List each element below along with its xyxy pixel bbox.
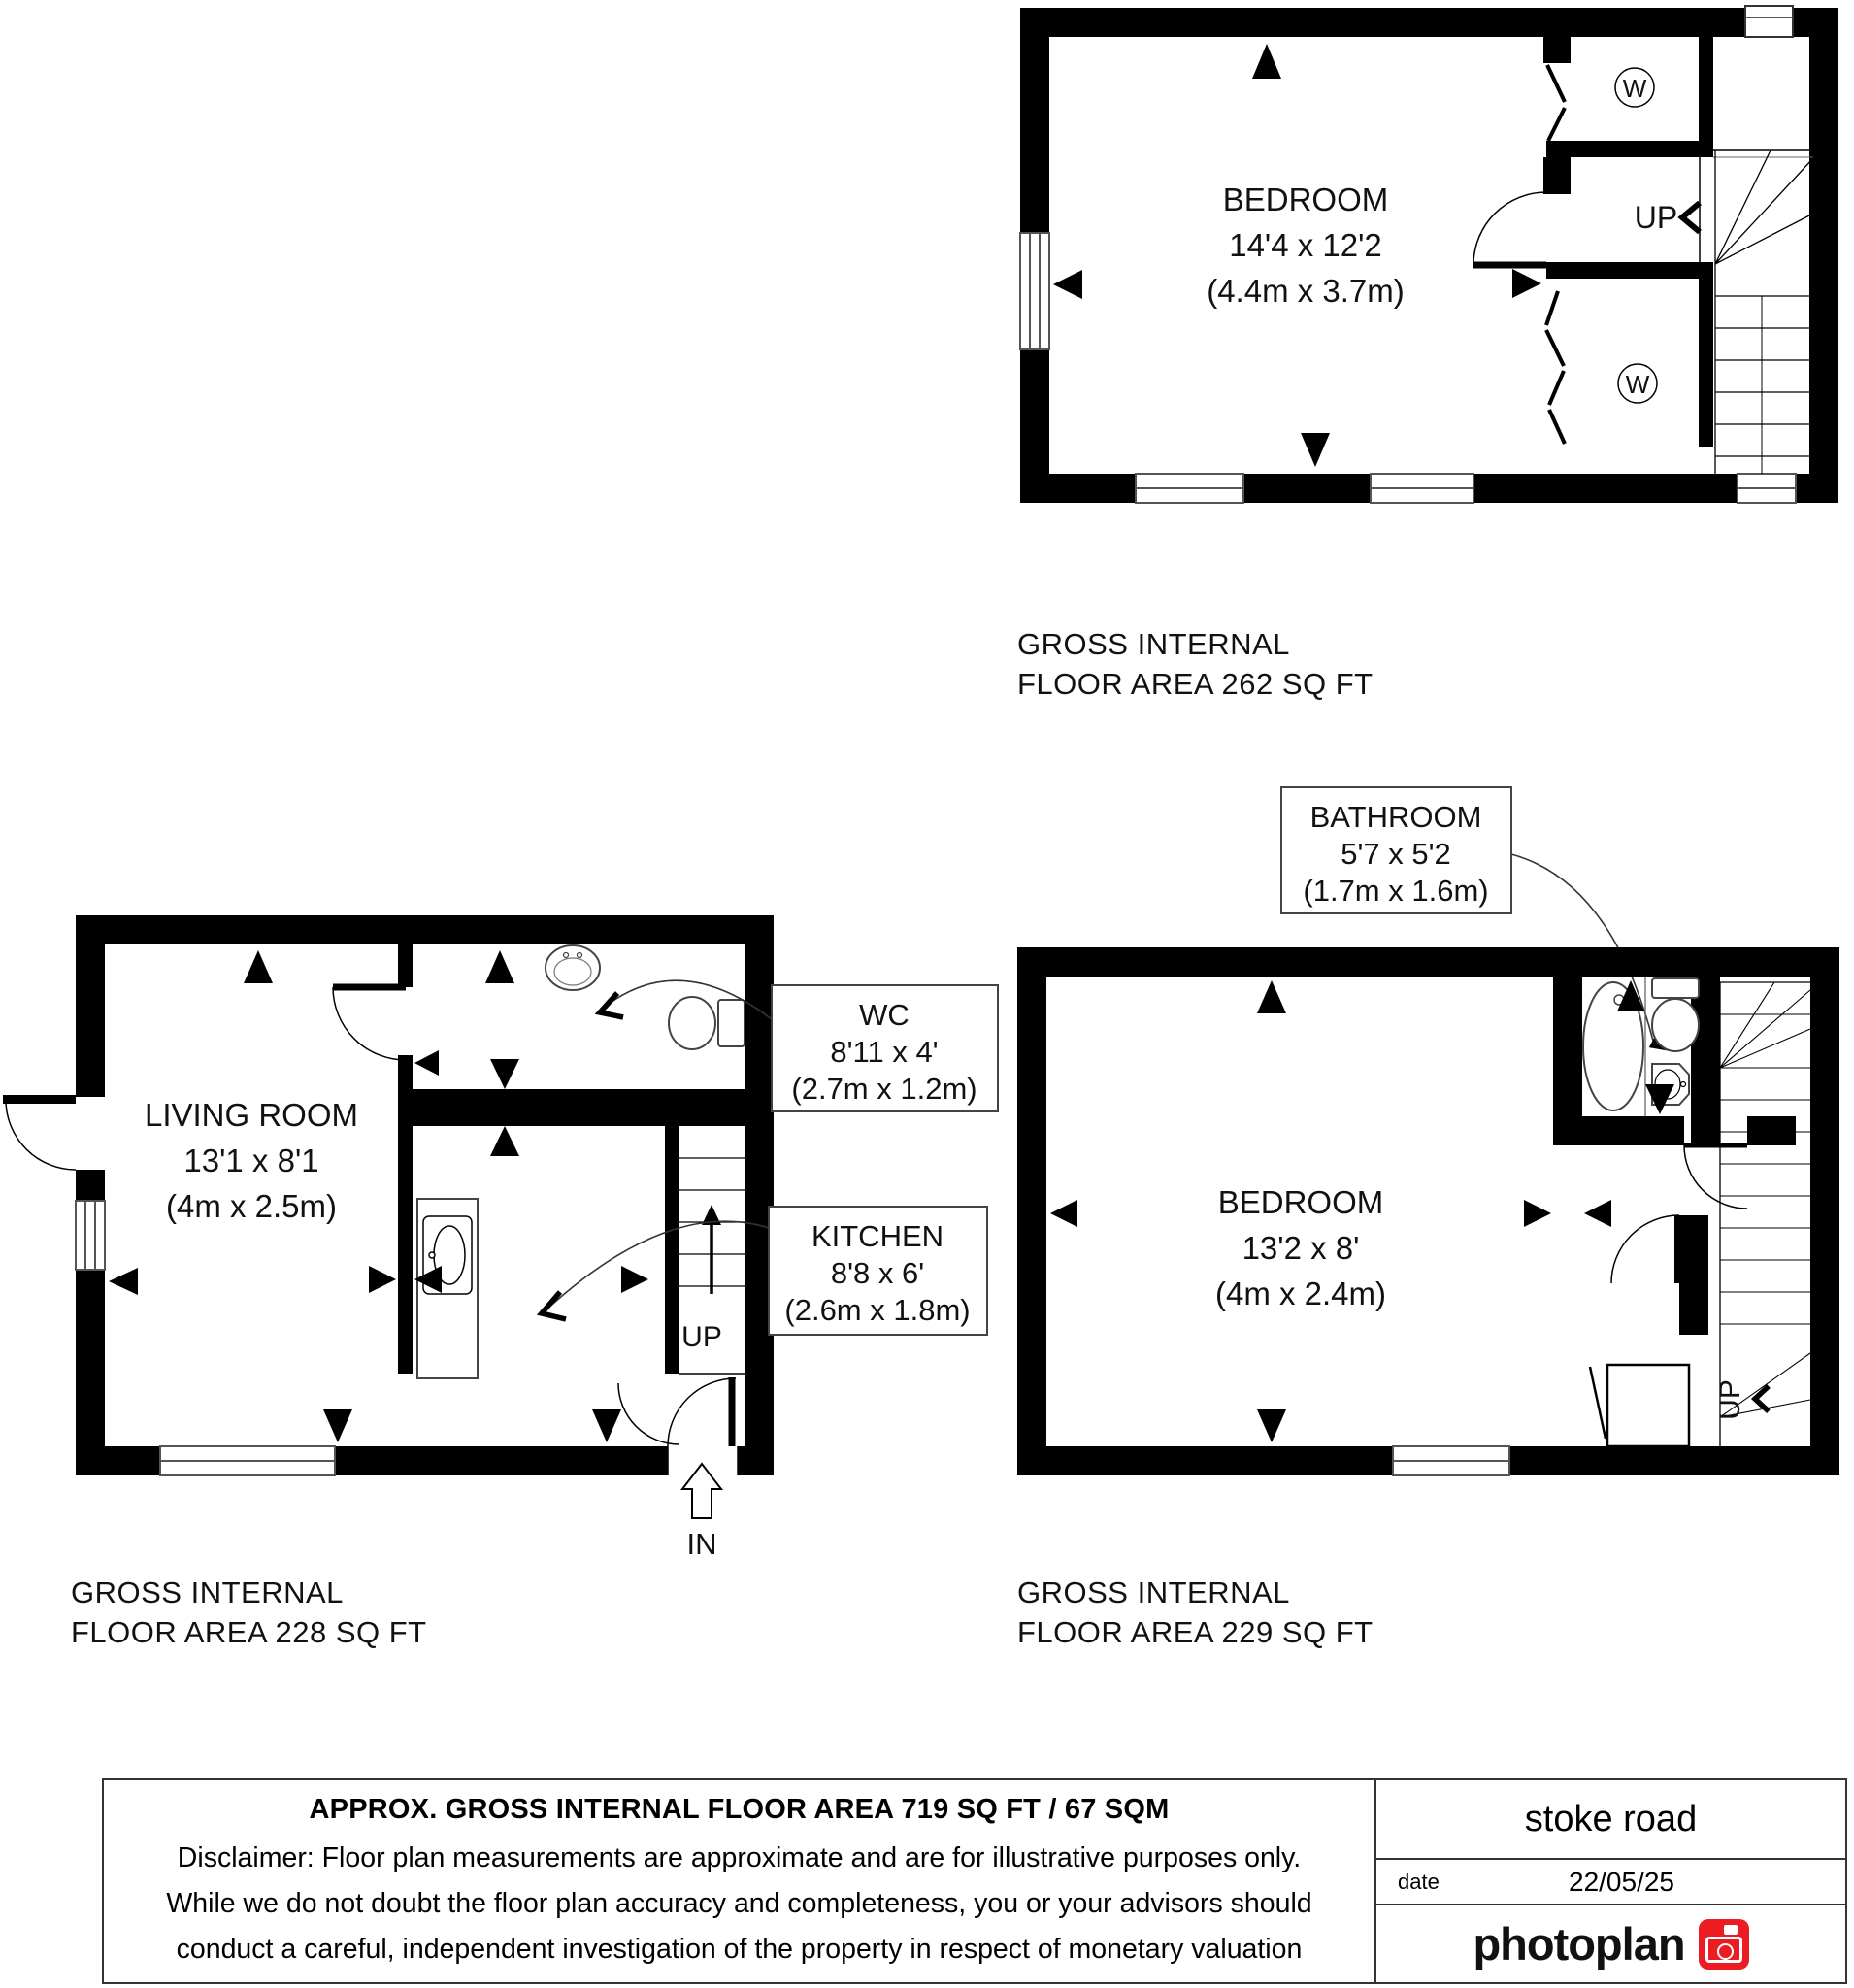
project-title: stoke road: [1376, 1780, 1845, 1860]
wc-dim-ft: 8'11 x 4': [830, 1035, 939, 1069]
date-value: 22/05/25: [1569, 1866, 1674, 1897]
first-floor-plan: [1010, 767, 1854, 1505]
wardrobe-symbols: [1615, 68, 1657, 403]
bathroom-fixtures: [1583, 977, 1699, 1116]
second-floor-area-text: [1017, 624, 1374, 704]
area-line2: FLOOR AREA 229 SQ FT: [1017, 1615, 1374, 1649]
photoplan-camera-icon: [1699, 1919, 1749, 1970]
title-block-right: [1376, 1780, 1845, 1982]
wardrobe-2-label: W: [1625, 370, 1650, 399]
wc-title: WC: [859, 998, 910, 1032]
in-label: IN: [686, 1527, 717, 1561]
date-row: [1376, 1860, 1845, 1905]
up-indicator: [1714, 1379, 1769, 1420]
area-line1: GROSS INTERNAL: [1017, 627, 1290, 661]
staircase: [1720, 982, 1810, 1446]
area-line1: GROSS INTERNAL: [71, 1575, 344, 1609]
room-label-living: [145, 1097, 358, 1224]
area-line2: FLOOR AREA 228 SQ FT: [71, 1615, 427, 1649]
room-label-bedroom1: [1215, 1184, 1386, 1311]
room-dim-m: (4.4m x 3.7m): [1207, 273, 1405, 309]
room-name: LIVING ROOM: [144, 1097, 359, 1133]
staircase: [1713, 150, 1813, 474]
walls: [3, 915, 774, 1475]
doors: [6, 987, 738, 1475]
up-label: UP: [1634, 200, 1678, 235]
date-label: date: [1398, 1869, 1440, 1894]
second-floor-plan: [1014, 5, 1849, 510]
kitchen-dim-ft: 8'8 x 6': [830, 1256, 925, 1290]
ground-floor-plan: [0, 908, 1039, 1577]
wc-fixtures: [546, 945, 745, 1049]
title-block-left: [104, 1780, 1376, 1982]
up-indicator: [681, 1321, 722, 1353]
room-name: BEDROOM: [1222, 182, 1389, 217]
disclaimer-line1: Disclaimer: Floor plan measurements are approximate and are for illustrative purposes only.: [177, 1842, 1302, 1873]
windows: [1393, 1446, 1509, 1475]
bathroom-dim-ft: 5'7 x 5'2: [1341, 837, 1451, 871]
wardrobe-1-label: W: [1622, 74, 1647, 103]
up-indicator: [1635, 200, 1700, 235]
area-line1: GROSS INTERNAL: [1017, 1575, 1290, 1609]
up-label: UP: [681, 1321, 722, 1353]
disclaimer-line2: While we do not doubt the floor plan accuracy and completeness, you or your advisors should: [166, 1888, 1312, 1919]
first-floor-area-text: [1017, 1573, 1374, 1652]
room-label-bedroom2: [1207, 182, 1405, 309]
windows: [1020, 6, 1796, 503]
disclaimer: [114, 1836, 1365, 1972]
kitchen-fixtures: [417, 1199, 478, 1378]
up-label: UP: [1714, 1379, 1746, 1420]
room-dim-ft: 14'4 x 12'2: [1229, 227, 1382, 263]
room-name: BEDROOM: [1217, 1184, 1384, 1220]
brand-wordmark: photoplan: [1473, 1918, 1685, 1970]
entrance-indicator: [682, 1464, 721, 1561]
kitchen-dim-m: (2.6m x 1.8m): [784, 1293, 971, 1327]
doors: [1473, 65, 1700, 444]
room-dim-ft: 13'1 x 8'1: [183, 1143, 319, 1178]
brand-row: [1376, 1905, 1845, 1982]
title-block: [102, 1778, 1847, 1984]
room-dim-ft: 13'2 x 8': [1242, 1230, 1360, 1266]
room-dim-m: (4m x 2.4m): [1214, 1276, 1387, 1311]
bathroom-dim-m: (1.7m x 1.6m): [1303, 874, 1489, 908]
total-area-heading: APPROX. GROSS INTERNAL FLOOR AREA 719 SQ FT / 67 SQM: [309, 1794, 1170, 1825]
ground-floor-area-text: [71, 1573, 427, 1652]
disclaimer-line3: conduct a careful, independent investigation of the property in respect of monetary valuation: [176, 1934, 1303, 1965]
kitchen-title: KITCHEN: [811, 1219, 944, 1253]
room-dim-m: (4m x 2.5m): [165, 1188, 338, 1224]
wc-dim-m: (2.7m x 1.2m): [791, 1072, 977, 1106]
area-line2: FLOOR AREA 262 SQ FT: [1017, 667, 1374, 701]
bathroom-title: BATHROOM: [1309, 800, 1482, 834]
